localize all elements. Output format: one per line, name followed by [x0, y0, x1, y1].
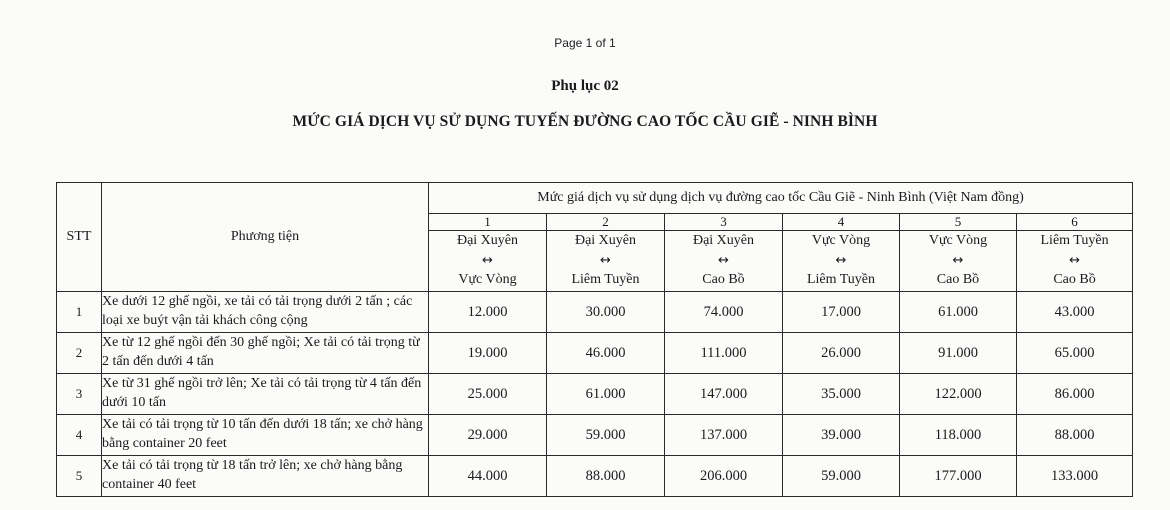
column-number: 3 [665, 214, 783, 231]
route-from: Đại Xuyên [456, 233, 519, 248]
price-cell: 111.000 [665, 333, 783, 374]
two-way-arrow-icon: ↔ [835, 252, 847, 268]
price-cell: 206.000 [665, 456, 783, 497]
price-cell: 30.000 [547, 292, 665, 333]
route-to: Cao Bồ [1053, 272, 1096, 287]
row-number: 3 [57, 374, 102, 415]
route-from: Vực Vòng [811, 233, 871, 248]
route-to: Cao Bồ [936, 272, 980, 287]
price-cell: 61.000 [900, 292, 1017, 333]
route-to: Cao Bồ [702, 272, 745, 287]
price-cell: 133.000 [1017, 456, 1133, 497]
table-row [57, 456, 1133, 497]
price-cell: 44.000 [429, 456, 547, 497]
vehicle-description: Xe tải có tải trọng từ 10 tấn đến dưới 18 tấn; xe chở hàng bằng container 20 feet [102, 415, 429, 456]
price-cell: 118.000 [900, 415, 1017, 456]
stt-header: STT [57, 183, 102, 292]
vehicle-description: Xe tải có tải trọng từ 18 tấn trở lên; xe chở hàng bằng container 40 feet [102, 456, 429, 497]
price-cell: 86.000 [1017, 374, 1133, 415]
route-header [1017, 231, 1133, 292]
price-cell: 177.000 [900, 456, 1017, 497]
header-row-group [57, 183, 1133, 214]
price-cell: 147.000 [665, 374, 783, 415]
two-way-arrow-icon: ↔ [482, 252, 493, 268]
price-cell: 29.000 [429, 415, 547, 456]
price-cell: 26.000 [783, 333, 900, 374]
price-cell: 74.000 [665, 292, 783, 333]
price-cell: 17.000 [783, 292, 900, 333]
two-way-arrow-icon: ↔ [718, 252, 729, 268]
table-row [57, 333, 1133, 374]
price-cell: 19.000 [429, 333, 547, 374]
route-header [900, 231, 1017, 292]
price-cell: 59.000 [783, 456, 900, 497]
table-row [57, 292, 1133, 333]
price-cell: 91.000 [900, 333, 1017, 374]
row-number: 1 [57, 292, 102, 333]
table-row [57, 415, 1133, 456]
route-to: Vực Vòng [458, 272, 517, 287]
price-cell: 88.000 [1017, 415, 1133, 456]
route-to: Liêm Tuyền [571, 272, 640, 287]
vehicle-description: Xe dưới 12 ghế ngồi, xe tải có tải trọng dưới 2 tấn ; các loại xe buýt vận tải khách công cộng [102, 292, 429, 333]
price-cell: 43.000 [1017, 292, 1133, 333]
route-header [429, 231, 547, 292]
column-number: 6 [1017, 214, 1133, 231]
route-from: Đại Xuyên [692, 233, 755, 248]
column-number: 2 [547, 214, 665, 231]
price-cell: 39.000 [783, 415, 900, 456]
column-number: 1 [429, 214, 547, 231]
toll-price-table [56, 182, 1133, 497]
route-to: Liêm Tuyền [806, 272, 876, 287]
vehicle-header: Phương tiện [102, 183, 429, 292]
price-cell: 88.000 [547, 456, 665, 497]
row-number: 4 [57, 415, 102, 456]
price-cell: 137.000 [665, 415, 783, 456]
document-title: MỨC GIÁ DỊCH VỤ SỬ DỤNG TUYẾN ĐƯỜNG CAO TỐC CẦU GIẼ - NINH BÌNH [292, 113, 878, 130]
route-header [783, 231, 900, 292]
price-cell: 25.000 [429, 374, 547, 415]
table-row [57, 374, 1133, 415]
price-cell: 35.000 [783, 374, 900, 415]
appendix-title: Phụ lục 02 [551, 78, 619, 94]
two-way-arrow-icon: ↔ [952, 252, 964, 268]
row-number: 5 [57, 456, 102, 497]
price-cell: 12.000 [429, 292, 547, 333]
route-header [547, 231, 665, 292]
column-number: 5 [900, 214, 1017, 231]
vehicle-description: Xe từ 31 ghế ngồi trở lên; Xe tải có tải trọng từ 4 tấn đến dưới 10 tấn [102, 374, 429, 415]
price-group-header: Mức giá dịch vụ sử dụng dịch vụ đường cao tốc Cầu Giẽ - Ninh Bình (Việt Nam đồng) [429, 183, 1133, 214]
vehicle-description: Xe từ 12 ghế ngồi đến 30 ghế ngồi; Xe tải có tải trọng từ 2 tấn đến dưới 4 tấn [102, 333, 429, 374]
price-cell: 61.000 [547, 374, 665, 415]
route-from: Vực Vòng [928, 233, 988, 248]
price-cell: 46.000 [547, 333, 665, 374]
price-cell: 122.000 [900, 374, 1017, 415]
two-way-arrow-icon: ↔ [600, 252, 611, 268]
price-cell: 59.000 [547, 415, 665, 456]
page-number-label: Page 1 of 1 [554, 36, 616, 50]
route-header [665, 231, 783, 292]
route-from: Đại Xuyên [574, 233, 637, 248]
two-way-arrow-icon: ↔ [1069, 252, 1080, 268]
column-number: 4 [783, 214, 900, 231]
row-number: 2 [57, 333, 102, 374]
price-cell: 65.000 [1017, 333, 1133, 374]
route-from: Liêm Tuyền [1040, 233, 1109, 248]
